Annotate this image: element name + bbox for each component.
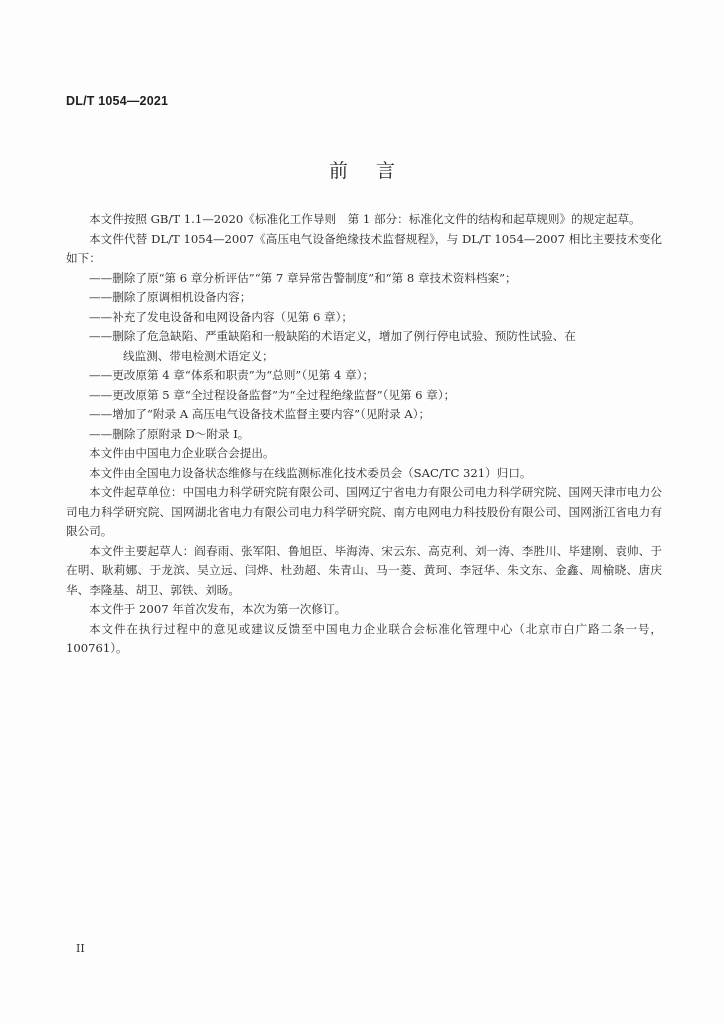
change-item: ——删除了原附录 D～附录 I。: [89, 426, 250, 441]
change-item: ——删除了原“第 6 章分析评估”“第 7 章异常告警制度”和“第 8 章技术资料档案”；: [89, 270, 517, 285]
paragraph-replacement: 本文件代替 DL/T 1054—2007《高压电气设备绝缘技术监督规程》，与 DL/T 1054—2007 相比主要技术变化如下：: [66, 231, 662, 265]
paragraph-proposer: 本文件由中国电力企业联合会提出。: [89, 446, 275, 460]
change-item-continuation: 线监测、带电检测术语定义；: [123, 348, 274, 363]
paragraph-history: 本文件于 2007 年首次发布，本次为第一次修订。: [89, 602, 347, 616]
change-item-text: ——删除了危急缺陷、严重缺陷和一般缺陷的术语定义，增加了例行停电试验、预防性试验、在: [89, 329, 576, 343]
page-title: 前言: [328, 160, 423, 182]
paragraph-drafting-units: 本文件起草单位：中国电力科学研究院有限公司、国网辽宁省电力有限公司电力科学研究院、国网天津市电力公司电力科学研究院、国网湖北省电力有限公司电力科学研究院、南方电网电力科技股份有限公司、国网浙江省电力有限公司。: [66, 485, 662, 538]
change-item: ——更改原第 5 章“全过程设备监督”为“全过程绝缘监督”（见第 6 章）；: [89, 387, 456, 402]
paragraph-drafting-rules: 本文件按照 GB/T 1.1—2020《标准化工作导则 第 1 部分：标准化文件的结构和起草规则》的规定起草。: [89, 212, 641, 226]
change-item: ——删除了原调相机设备内容；: [89, 290, 252, 304]
change-item: ——补充了发电设备和电网设备内容（见第 6 章）；: [89, 309, 354, 324]
paragraph-feedback: 本文件在执行过程中的意见或建议反馈至中国电力企业联合会标准化管理中心（北京市白广路二条一号，100761）。: [66, 621, 662, 655]
change-item: ——增加了“附录 A 高压电气设备技术监督主要内容”（见附录 A）；: [89, 407, 431, 421]
standard-code: DL/T 1054—2021: [66, 94, 169, 108]
page-number: II: [76, 942, 85, 955]
foreword-body: [66, 210, 662, 659]
change-item: ——更改原第 4 章“体系和职责”为“总则”（见第 4 章）；: [89, 368, 375, 382]
paragraph-drafters: 本文件主要起草人：阎春雨、张军阳、鲁旭臣、毕海涛、宋云东、高克利、刘一涛、李胜川、毕建刚、袁帅、于在明、耿莉娜、于龙滨、吴立远、闫烨、杜劲超、朱青山、马一菱、黄珂、李冠华、朱文东、金鑫、周榆晓、唐庆华、李隆基、胡卫、郭铁、刘旸。: [66, 543, 662, 597]
change-item: [66, 327, 662, 366]
paragraph-committee: 本文件由全国电力设备状态维修与在线监测标准化技术委员会（SAC/TC 321）归口。: [89, 465, 532, 480]
